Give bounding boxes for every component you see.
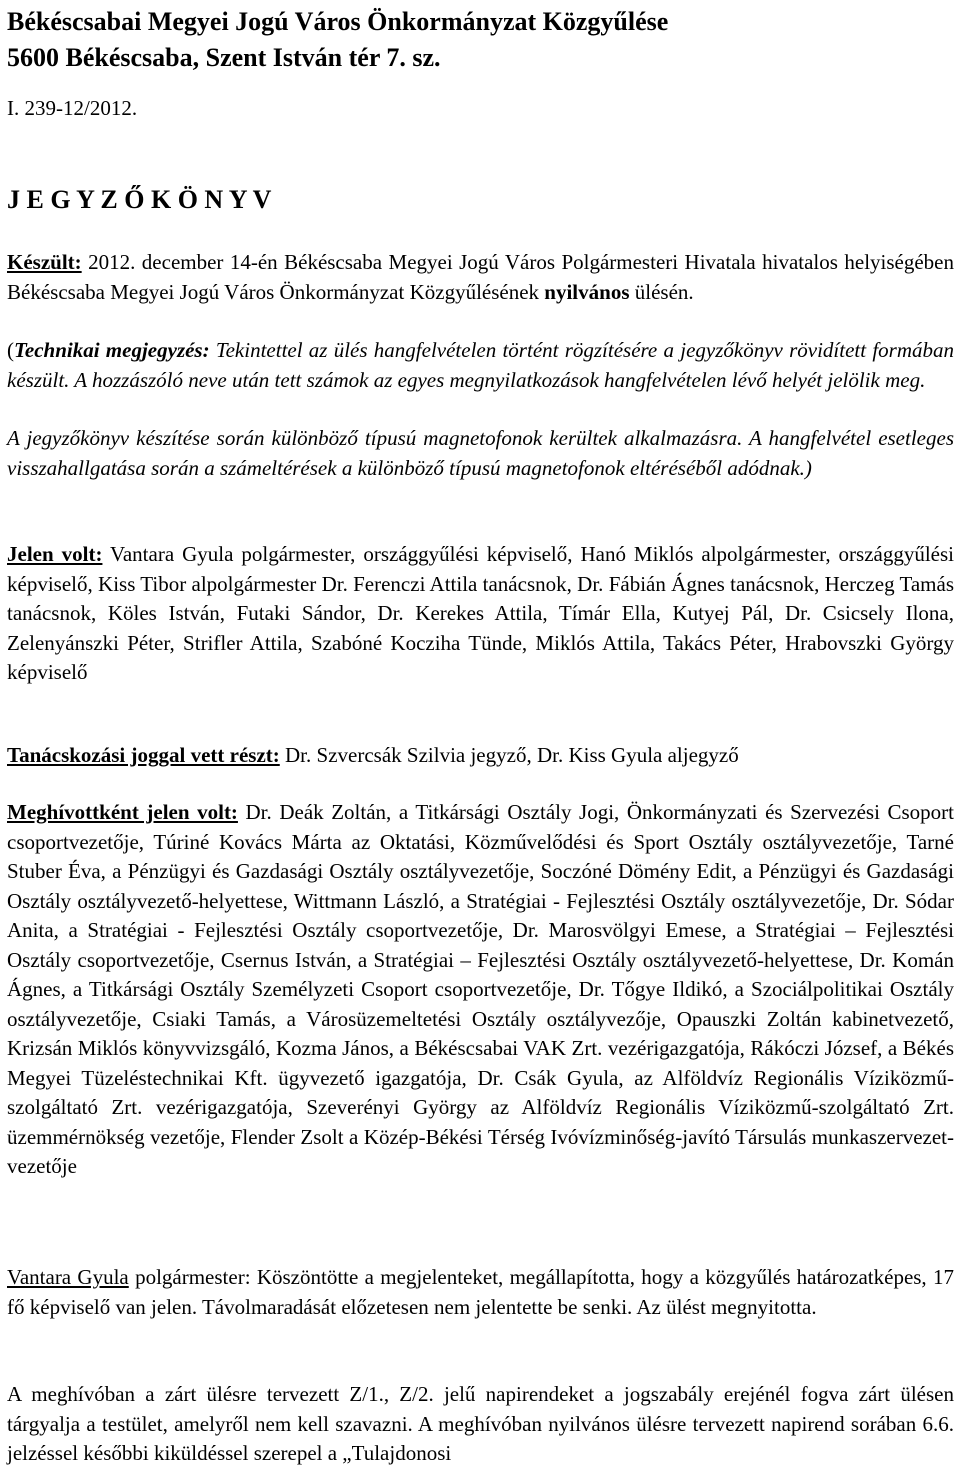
mayor-opening-text: polgármester: Köszöntötte a megjelenteket, megállapította, hogy a közgyűlés határozatképes, 17 fő képviselő van jelen. Távolmaradását előzetesen nem jelentette be senki. Az ülést megnyitotta. — [7, 1265, 954, 1319]
keszult-label: Készült: — [7, 250, 82, 274]
council-name: Békéscsabai Megyei Jogú Város Önkormányzat Közgyűlése — [7, 7, 669, 36]
technical-note-p2-para — [7, 424, 954, 483]
closed-session-paragraph — [7, 1380, 954, 1469]
invited-label: Meghívottként jelen volt: — [7, 800, 238, 824]
technical-note-label: Technikai megjegyzés: — [14, 338, 210, 362]
keszult-text: 2012. december 14-én Békéscsaba Megyei Jogú Város Polgármesteri Hivatala hivatalos helyiségében Békéscsaba Megyei Jogú Város Önkormányzat Közgyűlésének — [7, 250, 954, 304]
attendees-text: Vantara Gyula polgármester, országgyűlési képviselő, Hanó Miklós alpolgármester, országgyűlési képviselő, Kiss Tibor alpolgármester Dr. Ferenczi Attila tanácsnok, Dr. Fábián Ágnes tanácsnok, Herczeg Tamás tanácsnok, Köles István, Futaki Sándor, Dr. Kerekes Attila, Tímár Ella, Kutyej Pál, Dr. Csicsely Ilona, Zelenyánszki Péter, Strifler Attila, Szabóné Kocziha Tünde, Miklós Attila, Takács Péter, Hrabovszki György képviselő — [7, 542, 954, 684]
keszult-paragraph — [7, 248, 954, 307]
attendees-label: Jelen volt: — [7, 542, 103, 566]
closed-session-text: A meghívóban a zárt ülésre tervezett Z/1., Z/2. jelű napirendeket a jogszabály erejénél fogva zárt ülésen tárgyalja a testület, amelyről nem kell szavazni. A meghívóban nyilvános ülésre tervezett napirend sorában 6.6. jelzéssel későbbi kiküldéssel szerepel a „Tulajdonosi — [7, 1382, 954, 1465]
note-close-paren: ) — [804, 455, 812, 480]
technical-note-p2: A jegyzőkönyv készítése során különböző típusú magnetofonok kerültek alkalmazásra. A hangfelvétel esetleges visszahallgatása során a számeltérések a különböző típusú magnetofonok eltéréséből adódnak. — [7, 426, 954, 480]
advisory-attendees-paragraph — [7, 741, 954, 771]
note-open-paren: ( — [7, 338, 14, 362]
invited-text: Dr. Deák Zoltán, a Titkársági Osztály Jogi, Önkormányzati és Szervezési Csoport csoportvezetője, Túriné Kovács Márta az Oktatási, Közművelődési és Sport Osztály osztályvezetője, Tarné Stuber Éva, a Pénzügyi és Gazdasági Osztály osztályvezetője, Soczóné Dömény Edit, a Pénzügyi és Gazdasági Osztály osztályvezető-helyettese, Wittmann László, a Stratégiai - Fejlesztési Osztály osztályvezetője, Dr. Sódar Anita, a Stratégiai - Fejlesztési Osztály csoportvezetője, Dr. Marosvölgyi Emese, a Stratégiai – Fejlesztési Osztály csoportvezetője, Csernus István, a Stratégiai – Fejlesztési Osztály osztályvezető-helyettese, Dr. Komán Ágnes, a Titkársági Osztály Személyzeti Csoport csoportvezetője, Dr. Tőgye Ildikó, a Szociálpolitikai Osztály osztályvezetője, Csiaki Tamás, a Városüzemeltetési Osztály osztályvezője, Opauszki Zoltán kabinetvezető, Krizsán Miklós könyvvizsgáló, Kozma János, a Békéscsabai VAK Zrt. vezérigazgatója, Rákóczi József, a Békés Megyei Tüzeléstechnikai Kft. ügyvezető igazgatója, Dr. Csák Gyula, az Alföldvíz Regionális Víziközmű-szolgáltató Zrt. vezérigazgatója, Szeverényi György az Alföldvíz Regionális Víziközmű-szolgáltató Zrt. üzemmérnökség vezetője, Flender Zsolt a Közép-Békési Térség Ivóvízminőség-javító Társulás munkaszervezet-vezetője — [7, 800, 954, 1178]
keszult-end: ülésén. — [629, 279, 694, 304]
document-title: J E G Y Z Ő K Ö N Y V — [7, 185, 272, 214]
mayor-opening-paragraph — [7, 1263, 954, 1322]
council-address: 5600 Békéscsaba, Szent István tér 7. sz. — [7, 43, 441, 72]
technical-note — [7, 336, 954, 395]
attendees-paragraph — [7, 540, 954, 688]
mayor-name: Vantara Gyula — [7, 1265, 129, 1289]
session-type: nyilvános — [544, 279, 630, 304]
invited-attendees-paragraph — [7, 798, 954, 1182]
technical-note-p1: Tekintettel az ülés hangfelvételen történt rögzítésére a jegyzőkönyv rövidített formában készült. A hozzászóló neve után tett számok az egyes megnyilatkozások hangfelvételen lévő helyét jelölik meg. — [7, 338, 954, 392]
advisory-text: Dr. Szvercsák Szilvia jegyző, Dr. Kiss Gyula aljegyző — [279, 743, 739, 767]
reference-number: I. 239-12/2012. — [7, 96, 138, 120]
advisory-label: Tanácskozási joggal vett részt: — [7, 743, 280, 767]
